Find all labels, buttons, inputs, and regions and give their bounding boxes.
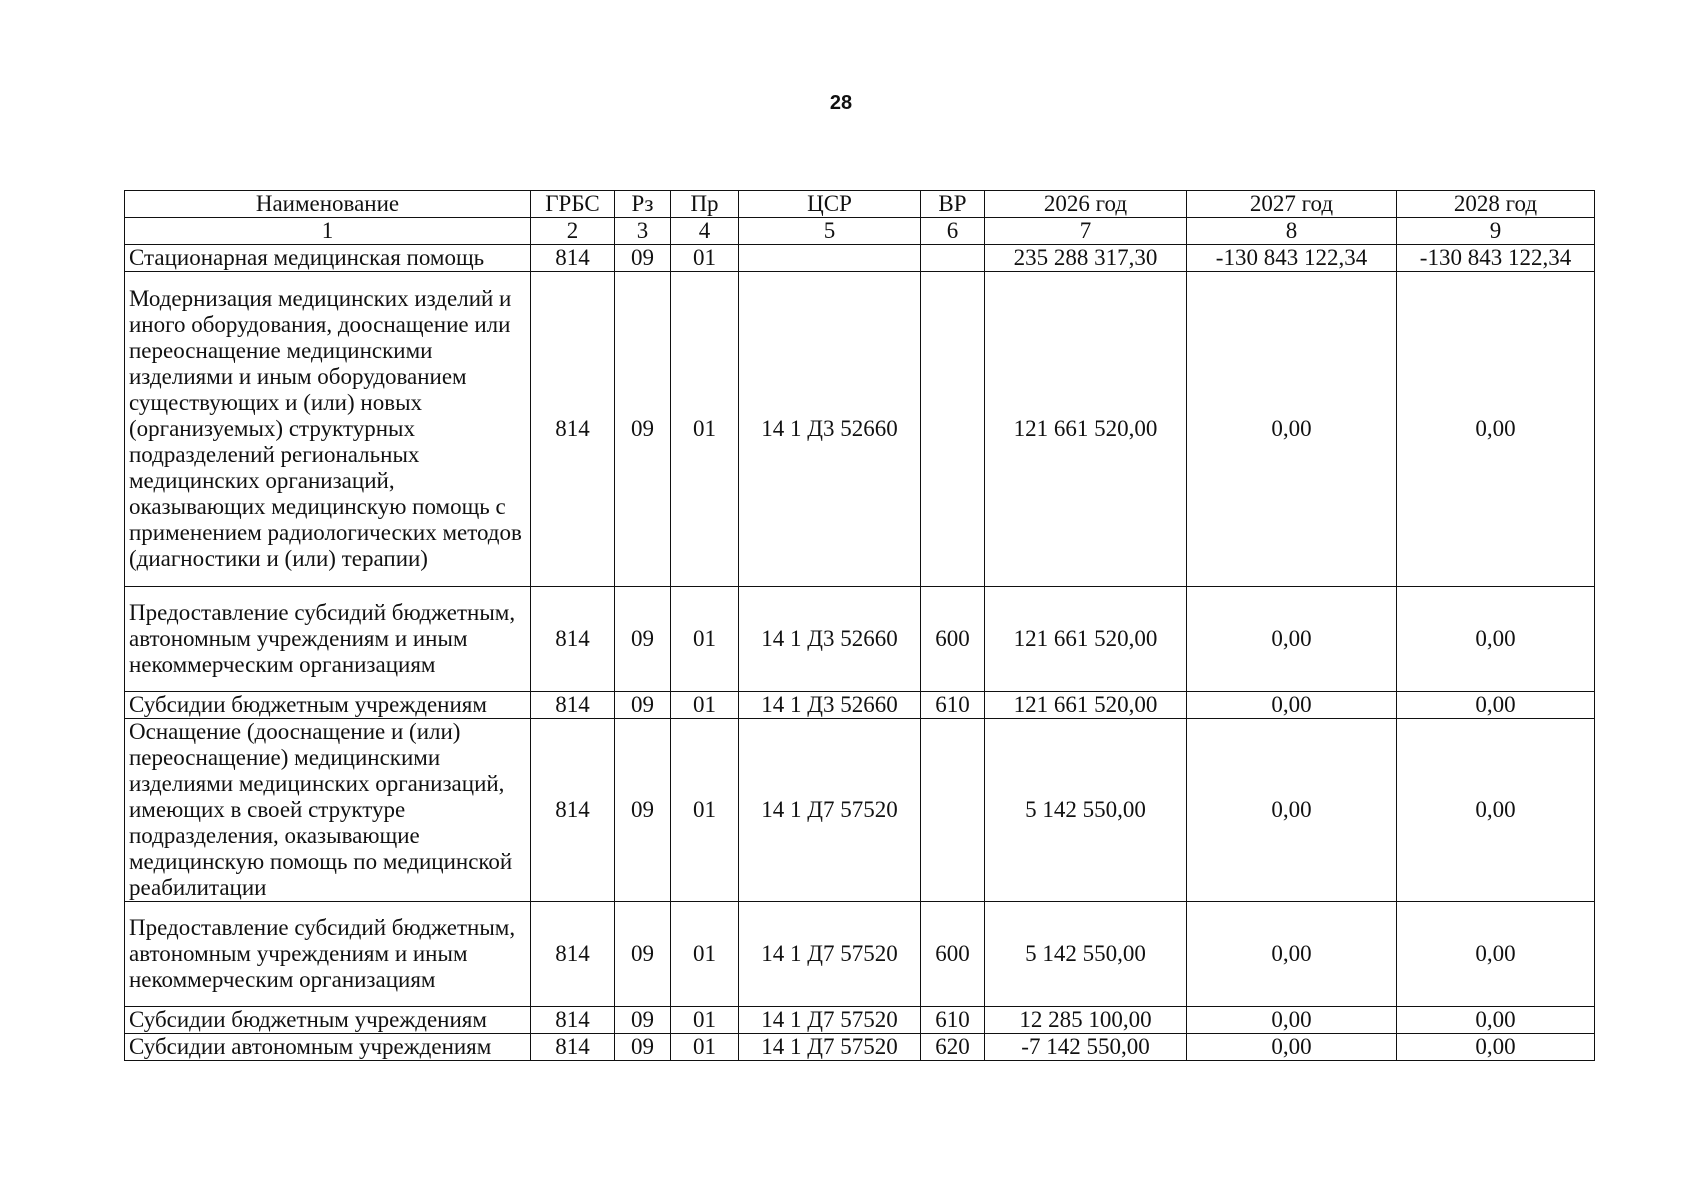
cell-grbs: 814 [531, 719, 615, 902]
header-grbs: ГРБС [531, 191, 615, 218]
cell-csr: 14 1 Д7 57520 [739, 902, 921, 1007]
cell-csr: 14 1 Д7 57520 [739, 1007, 921, 1034]
cell-name: Субсидии бюджетным учреждениям [125, 1007, 531, 1034]
cell-2028: 0,00 [1397, 902, 1595, 1007]
cell-rz: 09 [615, 1007, 671, 1034]
cell-vr [921, 719, 985, 902]
cell-2028: 0,00 [1397, 587, 1595, 692]
column-number-row [125, 218, 1595, 245]
header-2027: 2027 год [1187, 191, 1397, 218]
cell-csr: 14 1 Д3 52660 [739, 692, 921, 719]
cell-rz: 09 [615, 902, 671, 1007]
cell-rz: 09 [615, 245, 671, 272]
header-rz: Рз [615, 191, 671, 218]
cell-rz: 09 [615, 1034, 671, 1061]
cell-pr: 01 [671, 587, 739, 692]
header-name: Наименование [125, 191, 531, 218]
cell-pr: 01 [671, 245, 739, 272]
column-number: 8 [1187, 218, 1397, 245]
cell-vr: 600 [921, 587, 985, 692]
cell-grbs: 814 [531, 245, 615, 272]
table-row [125, 719, 1595, 902]
cell-2028: 0,00 [1397, 719, 1595, 902]
cell-csr: 14 1 Д3 52660 [739, 272, 921, 587]
cell-csr: 14 1 Д7 57520 [739, 1034, 921, 1061]
cell-vr [921, 245, 985, 272]
cell-2028: 0,00 [1397, 272, 1595, 587]
cell-2026: 121 661 520,00 [985, 587, 1187, 692]
header-row [125, 191, 1595, 218]
cell-2027: -130 843 122,34 [1187, 245, 1397, 272]
header-2028: 2028 год [1397, 191, 1595, 218]
cell-grbs: 814 [531, 587, 615, 692]
cell-2026: 121 661 520,00 [985, 272, 1187, 587]
cell-name: Оснащение (дооснащение и (или) переоснащение) медицинскими изделиями медицинских организаций, имеющих в своей структуре подразделения, оказывающие медицинскую помощь по медицинской реабилитации [125, 719, 531, 902]
cell-csr [739, 245, 921, 272]
cell-csr: 14 1 Д3 52660 [739, 587, 921, 692]
cell-name: Предоставление субсидий бюджетным, автономным учреждениям и иным некоммерческим организациям [125, 587, 531, 692]
cell-2028: 0,00 [1397, 1007, 1595, 1034]
cell-vr: 610 [921, 1007, 985, 1034]
column-number: 2 [531, 218, 615, 245]
table-row [125, 902, 1595, 1007]
cell-vr: 620 [921, 1034, 985, 1061]
cell-2027: 0,00 [1187, 272, 1397, 587]
cell-2028: -130 843 122,34 [1397, 245, 1595, 272]
cell-vr: 600 [921, 902, 985, 1007]
column-number: 9 [1397, 218, 1595, 245]
table-row [125, 692, 1595, 719]
cell-grbs: 814 [531, 1034, 615, 1061]
page-number: 28 [829, 92, 853, 114]
cell-name: Субсидии бюджетным учреждениям [125, 692, 531, 719]
cell-2027: 0,00 [1187, 587, 1397, 692]
cell-2027: 0,00 [1187, 902, 1397, 1007]
cell-name: Стационарная медицинская помощь [125, 245, 531, 272]
cell-2027: 0,00 [1187, 692, 1397, 719]
table-row [125, 587, 1595, 692]
cell-2026: 12 285 100,00 [985, 1007, 1187, 1034]
cell-2026: -7 142 550,00 [985, 1034, 1187, 1061]
column-number: 6 [921, 218, 985, 245]
cell-csr: 14 1 Д7 57520 [739, 719, 921, 902]
table-row [125, 1034, 1595, 1061]
cell-rz: 09 [615, 719, 671, 902]
cell-2027: 0,00 [1187, 719, 1397, 902]
cell-grbs: 814 [531, 692, 615, 719]
cell-grbs: 814 [531, 272, 615, 587]
column-number: 4 [671, 218, 739, 245]
cell-pr: 01 [671, 1034, 739, 1061]
cell-vr: 610 [921, 692, 985, 719]
cell-rz: 09 [615, 587, 671, 692]
cell-rz: 09 [615, 692, 671, 719]
cell-2026: 5 142 550,00 [985, 719, 1187, 902]
table-row [125, 1007, 1595, 1034]
cell-grbs: 814 [531, 1007, 615, 1034]
cell-grbs: 814 [531, 902, 615, 1007]
header-pr: Пр [671, 191, 739, 218]
header-csr: ЦСР [739, 191, 921, 218]
cell-pr: 01 [671, 1007, 739, 1034]
budget-table [124, 190, 1595, 1061]
header-2026: 2026 год [985, 191, 1187, 218]
cell-name: Субсидии автономным учреждениям [125, 1034, 531, 1061]
cell-2028: 0,00 [1397, 692, 1595, 719]
cell-2026: 235 288 317,30 [985, 245, 1187, 272]
cell-pr: 01 [671, 692, 739, 719]
cell-2027: 0,00 [1187, 1034, 1397, 1061]
header-vr: ВР [921, 191, 985, 218]
cell-pr: 01 [671, 719, 739, 902]
cell-rz: 09 [615, 272, 671, 587]
column-number: 5 [739, 218, 921, 245]
cell-name: Предоставление субсидий бюджетным, автономным учреждениям и иным некоммерческим организациям [125, 902, 531, 1007]
table-row [125, 245, 1595, 272]
cell-pr: 01 [671, 272, 739, 587]
column-number: 3 [615, 218, 671, 245]
cell-2027: 0,00 [1187, 1007, 1397, 1034]
column-number: 1 [125, 218, 531, 245]
column-number: 7 [985, 218, 1187, 245]
cell-name: Модернизация медицинских изделий и иного оборудования, дооснащение или переоснащение медицинскими изделиями и иным оборудованием существующих и (или) новых (организуемых) структурных подразделений региональных медицинских организаций, оказывающих медицинскую помощь с применением радиологических методов (диагностики и (или) терапии) [125, 272, 531, 587]
table-row [125, 272, 1595, 587]
cell-2028: 0,00 [1397, 1034, 1595, 1061]
cell-vr [921, 272, 985, 587]
cell-pr: 01 [671, 902, 739, 1007]
cell-2026: 5 142 550,00 [985, 902, 1187, 1007]
cell-2026: 121 661 520,00 [985, 692, 1187, 719]
